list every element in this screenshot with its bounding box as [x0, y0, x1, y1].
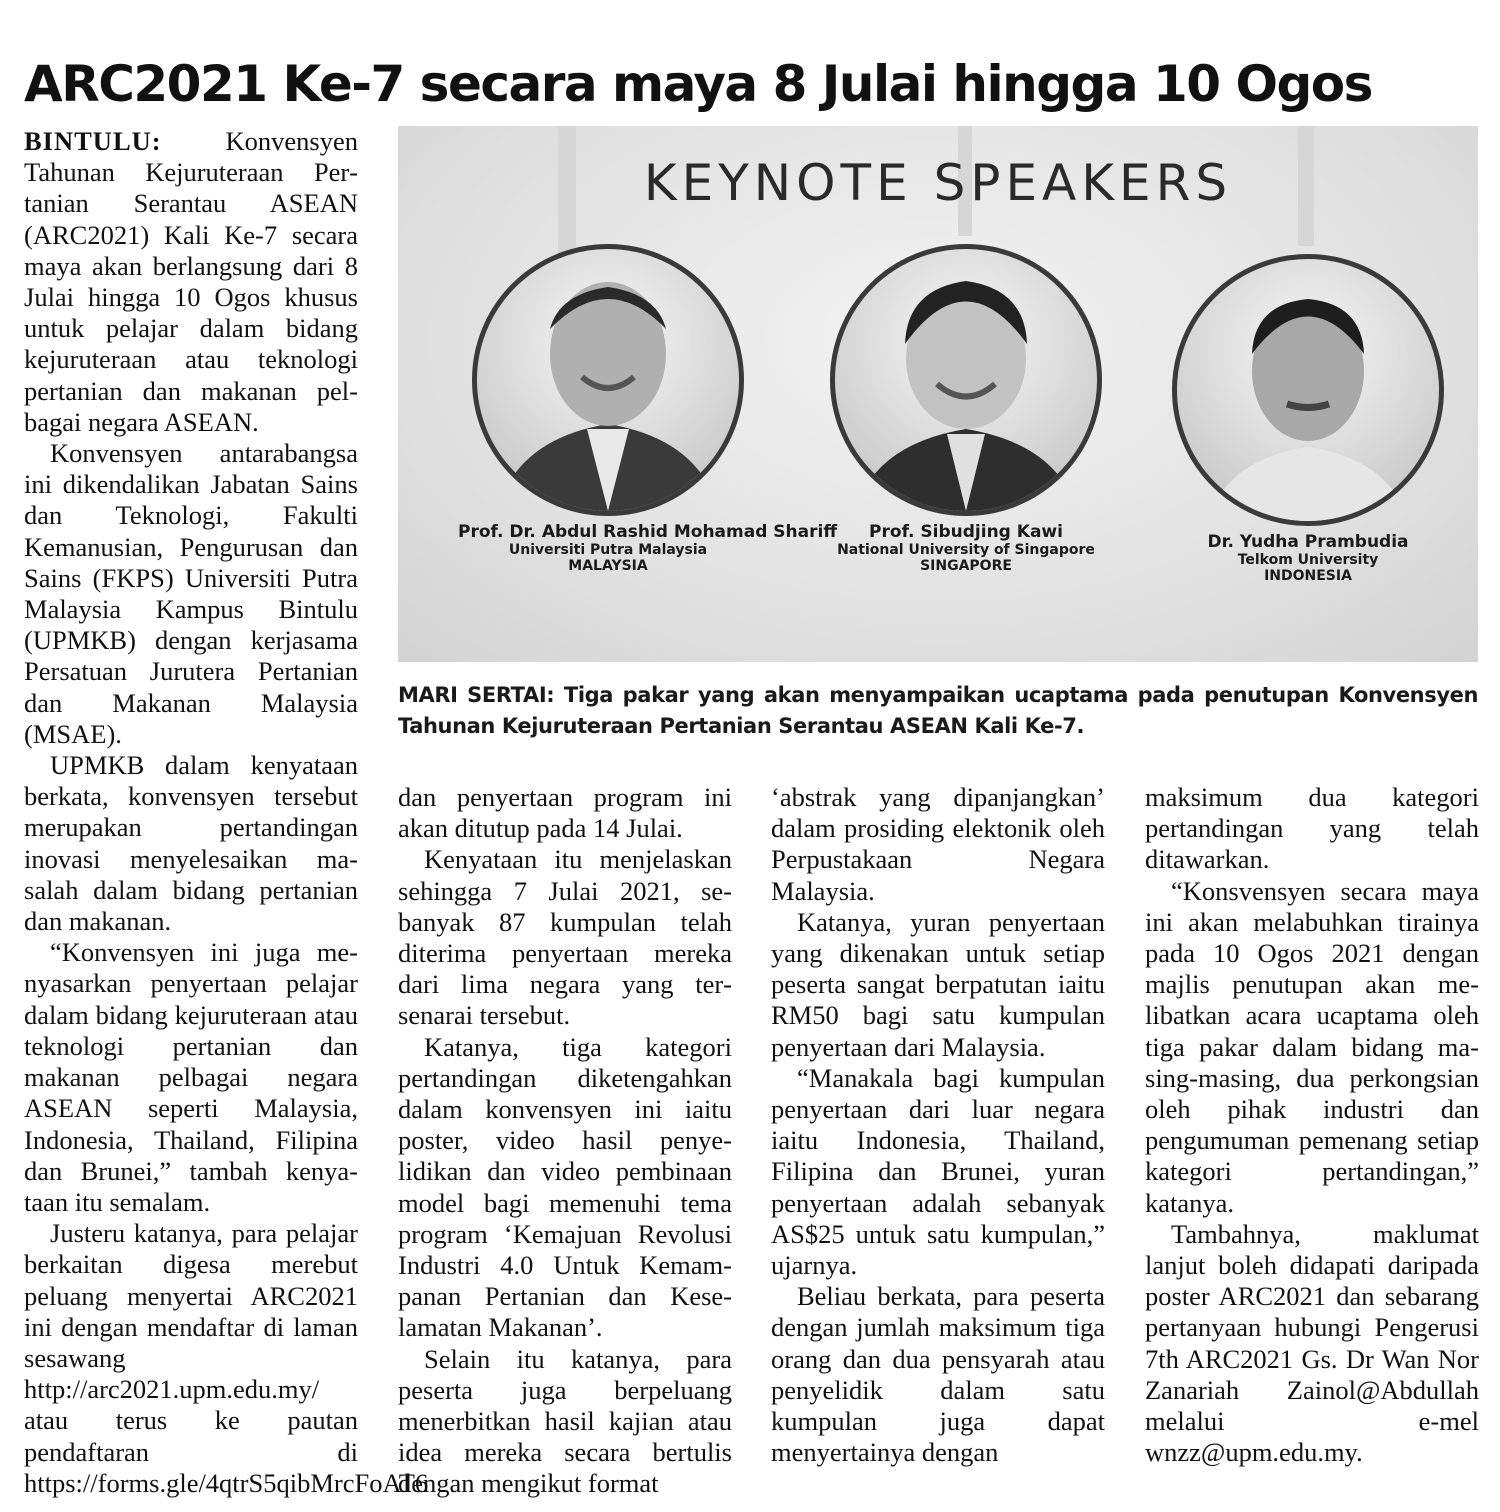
speaker-country: MALAYSIA — [568, 558, 648, 574]
paragraph: UPMKB dalam kenyataan berkata, konvensyen tersebut merupakan pertandingan inovasi menyelesaikan masalah dalam bidang pertanian dan makanan. — [24, 750, 358, 937]
caption-lead: MARI SERTAI: — [398, 683, 555, 707]
paragraph: Katanya, tiga kategori pertandingan diketengahkan dalam konvensyen ini iaitu poster, video hasil penyelidikan dan video pembinaan model bagi memenuhi tema program ‘Kemajuan Revolusi Industri 4.0 Untuk Kemampanan Pertanian dan Keselamatan Makanan’. — [398, 1031, 732, 1343]
paragraph: dan penyertaan program ini akan ditutup pada 14 Julai. — [398, 782, 732, 844]
speaker-country: INDONESIA — [1264, 568, 1352, 584]
article-column-1 — [24, 126, 429, 1499]
speaker-institution: Telkom University — [1237, 552, 1379, 568]
paragraph: Justeru katanya, para pelajar berkaitan digesa merebut peluang menyertai ARC2021 ini dengan mendaftar di laman sesawang http://arc2021.upm.edu.my/ atau terus ke pautan pendaftaran di https://forms.gle/4qtrS5qibMrcFoAT6 — [24, 1218, 429, 1498]
speaker-card — [458, 244, 838, 574]
keynote-speakers-photo — [398, 126, 1478, 662]
article-column-4 — [1145, 782, 1479, 1468]
paragraph: “Konvensyen ini juga menyasarkan penyertaan pelajar dalam bidang kejuruteraan atau teknologi pertanian dan makanan pelbagai negara ASEAN seperti Malaysia, Indonesia, Thailand, Filipina dan Brunei,” tambah kenyataan itu semalam. — [24, 937, 358, 1217]
article-column-2 — [398, 782, 732, 1500]
speaker-country: SINGAPORE — [920, 558, 1012, 574]
paragraph: “Manakala bagi kumpulan penyertaan dari luar negara iaitu Indonesia, Thailand, Filipina dan Brunei, yuran penyertaan adalah sebanyak AS$25 untuk satu kumpulan,” ujarnya. — [771, 1062, 1105, 1281]
paragraph: Beliau berkata, para peserta dengan jumlah maksimum tiga orang dan dua pensyarah atau penyelidik dalam satu kumpulan juga dapat menyertainya dengan — [771, 1281, 1105, 1468]
article-column-3 — [771, 782, 1105, 1468]
speaker-portrait — [830, 244, 1102, 516]
speaker-name: Dr. Yudha Prambudia — [1207, 532, 1409, 552]
paragraph: Konvensyen antarabangsa ini dikendalikan Jabatan Sains dan Teknologi, Fakulti Kemanusian, Pengurusan dan Sains (FKPS) Universiti Putra Malaysia Kampus Bintulu (UPMKB) dengan kerjasama Persatuan Jurutera Pertanian dan Makanan Malaysia (MSAE). — [24, 438, 358, 749]
headline: ARC2021 Ke-7 secara maya 8 Julai hingga 10 Ogos — [24, 54, 1372, 113]
speaker-card — [1158, 254, 1458, 584]
dateline: BINTULU: — [24, 126, 162, 156]
paragraph: maksimum dua kategori pertandingan yang telah ditawarkan. — [1145, 782, 1479, 875]
speaker-portrait — [1172, 254, 1444, 526]
speaker-name: Prof. Dr. Abdul Rashid Mohamad Shariff — [458, 522, 838, 542]
caption-text: Tiga pakar yang akan menyampaikan ucaptama pada penutupan Konvensyen Tahunan Kejuruteraan Pertanian Serantau ASEAN Kali Ke-7. — [398, 683, 1479, 738]
paragraph: Selain itu katanya, para peserta juga berpeluang menerbitkan hasil kajian atau idea mereka secara bertulis dengan mengikut format — [398, 1343, 732, 1499]
photo-title: KEYNOTE SPEAKERS — [643, 154, 1233, 212]
paragraph: Katanya, yuran penyertaan yang dikenakan untuk setiap peserta sangat berpatutan iaitu RM50 bagi satu kumpulan penyertaan dari Malaysia. — [771, 906, 1105, 1062]
speaker-name: Prof. Sibudjing Kawi — [869, 522, 1063, 542]
paragraph — [24, 126, 358, 438]
paragraph: Kenyataan itu menjelaskan sehingga 7 Julai 2021, sebanyak 87 kumpulan telah diterima penyertaan mereka dari lima negara yang tersenarai tersebut. — [398, 844, 732, 1031]
speaker-institution: National University of Singapore — [837, 542, 1095, 558]
paragraph: “Konsvensyen secara maya ini akan melabuhkan tirainya pada 10 Ogos 2021 dengan majlis penutupan akan melibatkan acara ucaptama oleh tiga pakar dalam bidang masing-masing, dua perkongsian oleh pihak industri dan pengumuman pemenang setiap kategori pertandingan,” katanya. — [1145, 875, 1479, 1218]
speaker-institution: Universiti Putra Malaysia — [508, 542, 708, 558]
paragraph-text: Konvensyen Tahunan Kejuruteraan Pertanian Serantau ASEAN (ARC2021) Kali Ke-7 secara maya akan berlangsung dari 8 Julai hingga 10 Ogos khusus untuk pelajar dalam bidang kejuruteraan atau teknologi pertanian dan makanan pelbagai negara ASEAN. — [24, 126, 358, 437]
paragraph: ‘abstrak yang dipanjangkan’ dalam prosiding elektonik oleh Perpustakaan Negara Malaysia. — [771, 782, 1105, 906]
paragraph: Tambahnya, maklumat lanjut boleh didapati daripada poster ARC2021 dan sebarang pertanyaan hubungi Pengerusi 7th ARC2021 Gs. Dr Wan Nor Zanariah Zainol@Abdullah melalui e-mel wnzz@upm.edu.my. — [1145, 1218, 1479, 1468]
photo-caption — [398, 680, 1478, 742]
speaker-card — [816, 244, 1116, 574]
speaker-portrait — [472, 244, 744, 516]
